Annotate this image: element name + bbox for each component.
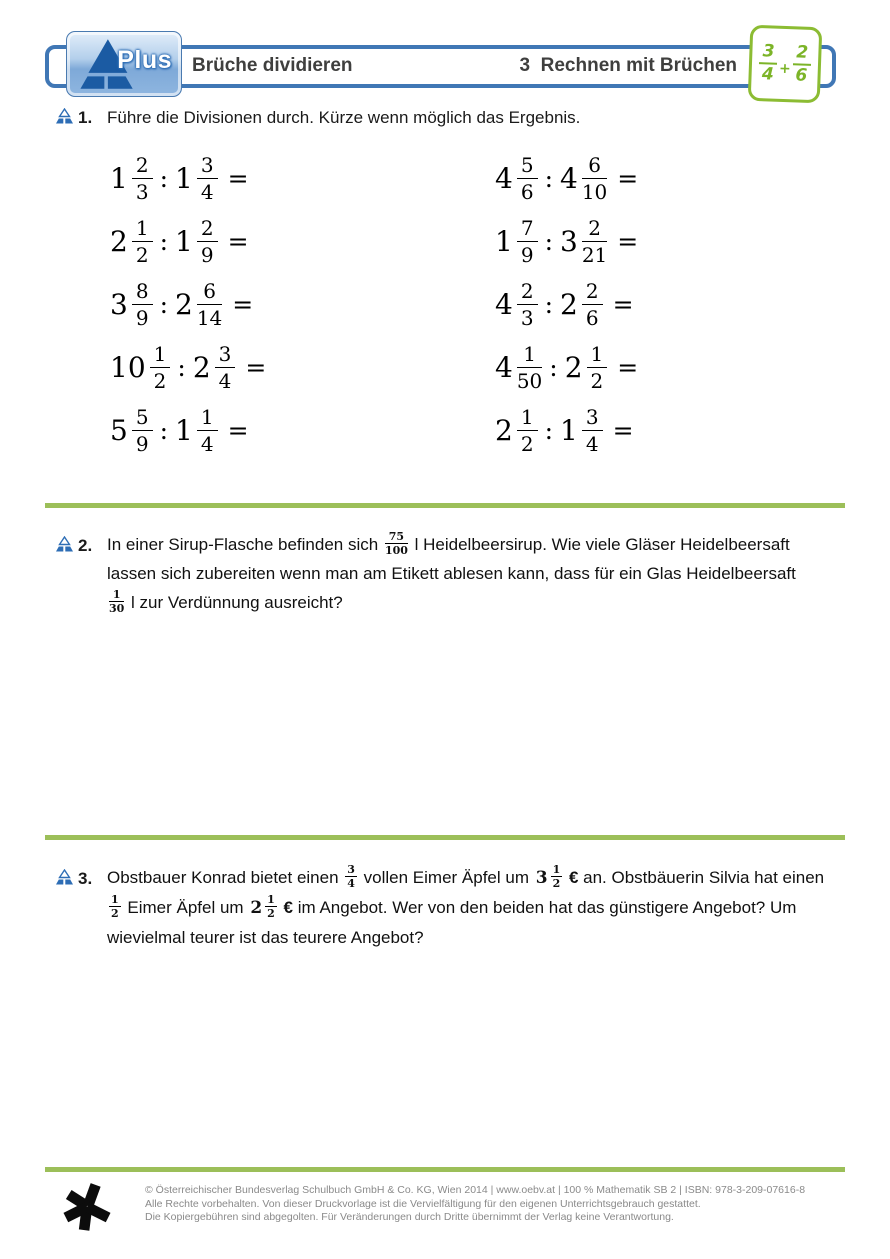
fraction-numerator: 1 [109,589,124,602]
fraction-numerator: 2 [582,218,607,242]
task-3-text [107,863,847,952]
fraction-denominator: 6 [585,306,599,330]
division-sign: : [159,290,168,319]
fraction-denominator: 9 [520,243,534,267]
footer-imprint [145,1184,805,1225]
task-text-line: Obstbauer Konrad bietet einen $\frac{3}{4}$ vollen Eimer Äpfel um 3 $\frac{1}{2}$ € an. Obstbäuerin Silvia hat einen [107,863,847,893]
inline-fraction [582,407,603,454]
integer-part: 4 [560,162,578,195]
fraction-denominator: 2 [111,907,119,921]
dividend-mixed-number [495,407,538,454]
fraction-denominator: 3 [520,306,534,330]
divisor-mixed-number [560,218,607,265]
bold-text: € [278,898,293,917]
task-1-instruction: Führe die Divisionen durch. Kürze wenn möglich das Ergebnis. [107,108,581,127]
badge-frac2-numerator: 2 [793,44,812,66]
fraction-badge [748,25,823,103]
task-2-text [107,530,847,617]
division-sign: : [177,353,186,382]
inline-fraction [582,281,603,328]
divisor-mixed-number [560,281,603,328]
bold-mixed-number [248,894,279,923]
inline-fraction [517,155,538,202]
task-text-line: $\frac{1}{2}$ Eimer Äpfel um 2 $\frac{1}{2}$ € im Angebot. Wer von den beiden hat das günstigere Angebot? Um [107,893,847,923]
integer-part: 1 [175,414,193,447]
integer-part: 1 [175,225,193,258]
fraction-denominator: 4 [585,432,599,456]
inline-fraction [215,344,236,391]
divisor-mixed-number [175,407,218,454]
exercise-column-right [495,147,638,462]
inline-fraction [587,344,608,391]
inline-fraction [517,281,538,328]
division-sign: : [159,416,168,445]
badge-frac1-numerator: 3 [759,43,778,65]
fraction-numerator: 3 [215,344,236,368]
task-text-line: wievielmal teurer ist das teurere Angebot? [107,928,424,947]
inline-fraction [385,531,408,556]
inline-fraction [517,344,542,391]
fraction-denominator: 4 [200,180,214,204]
fraction-numerator: 1 [150,344,171,368]
inline-fraction [582,155,607,202]
integer-part: 2 [250,898,263,918]
dividend-mixed-number [495,344,542,391]
fraction-numerator: 1 [552,863,561,876]
inline-fraction [132,155,153,202]
integer-part: 1 [560,414,578,447]
inline-fraction [517,218,538,265]
task-1-number: 1. [78,108,93,127]
fraction-denominator: 10 [581,180,608,204]
division-sign: : [159,164,168,193]
fraction-numerator: 8 [132,281,153,305]
fraction-numerator: 1 [587,344,608,368]
divisor-mixed-number [175,155,218,202]
dividend-mixed-number [110,281,153,328]
inline-fraction [197,218,218,265]
integer-part: 2 [564,351,583,384]
inline-fraction [551,864,563,889]
bold-text: € [564,868,579,887]
division-sign: : [544,290,553,319]
inline-fraction [265,894,277,919]
dividend-mixed-number [110,218,153,265]
fraction-denominator: 3 [135,180,149,204]
equals-sign: = [617,353,639,382]
fraction-denominator: 14 [196,306,223,330]
inline-fraction [517,407,538,454]
fraction-denominator: 4 [347,877,355,891]
integer-part: 10 [110,351,146,384]
inline-fraction [197,155,218,202]
footer-line-1: © Österreichischer Bundesverlag Schulbuch GmbH & Co. KG, Wien 2014 | www.oebv.at | 100 % Mathematik SB 2 | ISBN: 978-3-209-07616-8 [145,1184,806,1196]
inline-fraction [197,281,222,328]
fraction-numerator: 75 [385,531,408,544]
exercise-row [495,210,638,273]
division-sign: : [159,227,168,256]
exercise-row [110,399,266,462]
task-3-number: 3. [78,869,93,888]
fraction-numerator: 3 [347,863,355,877]
inline-fraction [150,344,171,391]
division-sign: : [544,227,553,256]
dividend-mixed-number [495,218,538,265]
inline-fraction [109,894,121,919]
equals-sign: = [612,416,634,445]
division-sign: : [544,164,553,193]
integer-part: 2 [175,288,193,321]
inline-fraction [109,589,124,614]
equals-sign: = [232,290,254,319]
equals-sign: = [227,164,249,193]
fraction-denominator: 9 [200,243,214,267]
exercise-row [110,210,266,273]
exercise-row [110,273,266,336]
integer-part: 5 [110,414,128,447]
task-text-line: lassen sich zubereiten wenn man am Etikett ablesen kann, dass für ein Glas Heidelbeersaft [107,564,796,583]
equals-sign: = [617,227,639,256]
exercise-column-left [110,147,266,462]
fraction-numerator: 7 [517,218,538,242]
equals-sign: = [245,353,267,382]
fraction-numerator: 2 [197,218,218,242]
equals-sign: = [612,290,634,319]
fraction-numerator: 1 [111,893,119,907]
fraction-denominator: 100 [384,544,408,558]
fraction-numerator: 2 [517,281,538,305]
integer-part: 2 [192,351,211,384]
fraction-numerator: 1 [197,407,218,431]
fraction-denominator: 2 [267,907,275,920]
fraction-numerator: 2 [582,281,603,305]
exercise-row [495,336,638,399]
divisor-mixed-number [560,407,603,454]
integer-part: 2 [560,288,578,321]
dividend-mixed-number [110,344,170,391]
task-text-line: $\frac{1}{30}$ l zur Verdünnung ausreicht? [109,588,343,616]
inline-fraction [132,407,153,454]
inline-fraction [132,281,153,328]
divisor-mixed-number [560,155,607,202]
badge-plus-sign: + [778,60,791,78]
fraction-numerator: 1 [267,893,275,906]
integer-part: 4 [495,288,513,321]
fraction-numerator: 1 [132,218,153,242]
dividend-mixed-number [495,155,538,202]
fraction-numerator: 3 [197,155,218,179]
fraction-numerator: 5 [132,407,153,431]
integer-part: 1 [175,162,193,195]
dividend-mixed-number [495,281,538,328]
exercise-row [495,399,638,462]
inline-fraction [345,864,357,889]
integer-part: 4 [495,162,513,195]
divisor-mixed-number [175,281,222,328]
exercise-row [110,147,266,210]
plus-logo-label: Plus [117,46,172,74]
fraction-denominator: 9 [135,306,149,330]
task-2-number: 2. [78,536,93,555]
integer-part: 1 [495,225,513,258]
badge-fraction-2 [792,44,811,85]
inline-fraction [197,407,218,454]
divisor-mixed-number [565,344,608,391]
plus-series-logo [66,31,182,97]
badge-frac1-denominator: 4 [761,64,775,85]
task-3-pyramid-icon [55,869,74,886]
fraction-denominator: 2 [552,877,561,890]
fraction-denominator: 2 [153,369,167,393]
integer-part: 2 [495,414,513,447]
task-1-pyramid-icon [55,108,74,125]
fraction-numerator: 6 [582,155,607,179]
task-2-pyramid-icon [55,536,74,553]
integer-part: 1 [110,162,128,195]
chapter-title: 3 Rechnen mit Brüchen [519,55,737,76]
fraction-numerator: 5 [517,155,538,179]
fraction-denominator: 2 [520,432,534,456]
fraction-denominator: 30 [109,602,125,616]
fraction-numerator: 2 [132,155,153,179]
equals-sign: = [227,416,249,445]
task-text-line: In einer Sirup-Flasche befinden sich $\frac{75}{100}$ l Heidelbeersirup. Wie viele Gläser Heidelbeersaft [107,530,790,558]
fraction-denominator: 2 [590,369,604,393]
integer-part: 2 [110,225,128,258]
exercise-row [495,273,638,336]
fraction-denominator: 4 [218,369,232,393]
divisor-mixed-number [175,218,218,265]
fraction-denominator: 6 [520,180,534,204]
divisor-mixed-number [193,344,236,391]
fraction-denominator: 21 [581,243,608,267]
fraction-numerator: 6 [197,281,222,305]
dividend-mixed-number [110,407,153,454]
equals-sign: = [227,227,249,256]
fraction-denominator: 9 [135,432,149,456]
equals-sign: = [617,164,639,193]
footer-line-3: Die Kopiergebühren sind abgegolten. Für Veränderungen durch Dritte übernimmt der Verlag keine Verantwortung. [145,1211,674,1223]
fraction-denominator: 2 [135,243,149,267]
exercise-row [495,147,638,210]
integer-part: 3 [560,225,578,258]
inline-fraction [582,218,607,265]
fraction-numerator: 1 [517,407,538,431]
exercise-row [110,336,266,399]
division-sign: : [544,416,553,445]
fraction-numerator: 1 [517,344,542,368]
fraction-numerator: 3 [582,407,603,431]
separator-line-2 [45,835,845,840]
footer-line-2: Alle Rechte vorbehalten. Von dieser Druckvorlage ist die Vervielfältigung für den eigenen Unterrichtsgebrauch gestattet. [145,1197,701,1210]
fraction-denominator: 4 [200,432,214,456]
integer-part: 3 [535,868,548,888]
inline-fraction [132,218,153,265]
bold-mixed-number [534,864,565,893]
worksheet-title: Brüche dividieren [192,55,353,76]
badge-frac2-denominator: 6 [795,65,808,86]
publisher-asterisk-icon [62,1182,112,1232]
integer-part: 4 [495,351,513,384]
fraction-denominator: 50 [516,369,543,393]
division-sign: : [549,353,558,382]
integer-part: 3 [110,288,128,321]
dividend-mixed-number [110,155,153,202]
separator-line-1 [45,503,845,508]
badge-fraction-1 [759,43,778,84]
footer-separator-line [45,1167,845,1172]
